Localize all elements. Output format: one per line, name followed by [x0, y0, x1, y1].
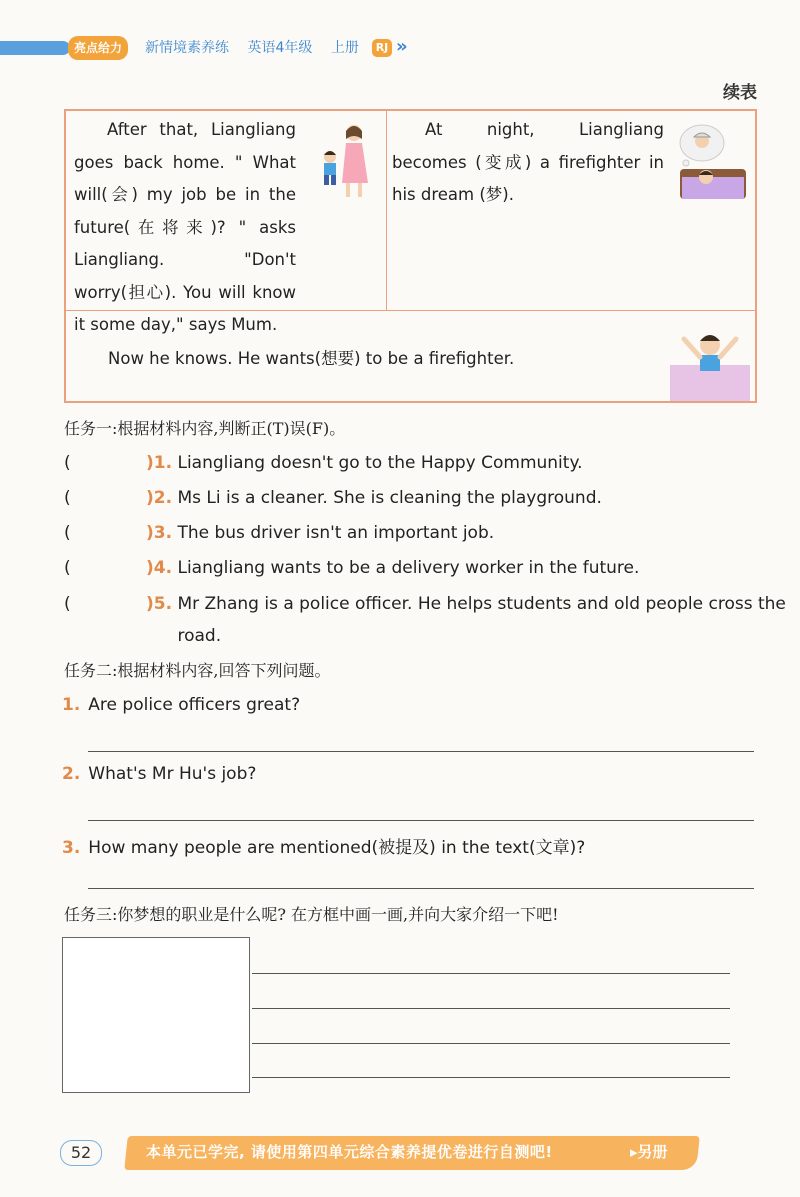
question-number: )4. — [146, 558, 173, 578]
brand-logo: 亮点给力 — [68, 36, 128, 60]
question-text: Ms Li is a cleaner. She is cleaning the playground. — [177, 488, 602, 508]
short-answer-question-3 — [62, 833, 585, 858]
mom-and-boy-illustration — [316, 121, 376, 201]
short-answer-question-1 — [62, 695, 300, 715]
question-number: 2. — [62, 764, 81, 784]
story-panel-3-text: Now he knows. He wants(想要) to be a firefighter. — [108, 349, 515, 368]
footer-banner-text: 本单元已学完, 请使用第四单元综合素养提优卷进行自测吧! — [146, 1143, 553, 1161]
question-number: )3. — [146, 523, 173, 543]
waking-boy-illustration — [670, 325, 750, 401]
page-number: 52 — [60, 1140, 102, 1166]
writing-line-3[interactable] — [252, 1043, 730, 1044]
task2-title: 任务二:根据材料内容,回答下列问题。 — [64, 661, 331, 680]
table-divider-vertical — [386, 111, 387, 310]
question-number: 1. — [62, 695, 81, 715]
header-series-info — [145, 38, 373, 58]
question-number: )2. — [146, 488, 173, 508]
question-text: What's Mr Hu's job? — [88, 764, 257, 784]
tf-question-5 — [64, 588, 787, 652]
story-table — [64, 109, 757, 403]
series-name: 新情境素养练 — [145, 40, 229, 56]
question-number: )1. — [146, 453, 173, 473]
edition-badge: RJ — [372, 39, 392, 57]
question-text: How many people are mentioned(被提及) in the text(文章)? — [88, 838, 586, 858]
question-number: 3. — [62, 838, 81, 858]
story-panel-1-text: After that, Liangliang goes back home. " What will(会) my job be in the future(在将来)? " asks Liangliang. "Don't worry(担心). You will know it some day," says Mum. — [74, 120, 296, 334]
question-text: Mr Zhang is a police officer. He helps students and old people cross the road. — [177, 594, 786, 646]
answer-line-1[interactable] — [88, 751, 754, 752]
question-text: Liangliang doesn't go to the Happy Community. — [177, 453, 583, 473]
tf-question-4 — [64, 552, 639, 584]
subject-grade: 英语4年级 — [247, 40, 313, 56]
question-number: )5. — [146, 594, 173, 614]
answer-blank[interactable]: ( — [64, 488, 71, 508]
question-text: The bus driver isn't an important job. — [177, 523, 495, 543]
continued-label: 续表 — [723, 83, 757, 103]
short-answer-question-2 — [62, 764, 256, 784]
header-accent-bar — [0, 41, 70, 55]
volume-label: 上册 — [330, 40, 359, 56]
drawing-box[interactable] — [62, 937, 250, 1093]
tf-question-3 — [64, 517, 494, 549]
answer-line-3[interactable] — [88, 888, 754, 889]
double-chevron-icon: » — [396, 36, 408, 57]
story-panel-2-text: At night, Liangliang becomes (变成) a firefighter in his dream (梦). — [392, 120, 664, 204]
writing-line-2[interactable] — [252, 1008, 730, 1009]
answer-blank[interactable]: ( — [64, 523, 71, 543]
question-text: Are police officers great? — [88, 695, 301, 715]
answer-blank[interactable]: ( — [64, 453, 71, 473]
tf-question-2 — [64, 482, 602, 514]
writing-line-4[interactable] — [252, 1077, 730, 1078]
task1-title: 任务一:根据材料内容,判断正(T)误(F)。 — [64, 419, 346, 438]
tf-question-1 — [64, 447, 583, 479]
answer-blank[interactable]: ( — [64, 558, 71, 578]
writing-line-1[interactable] — [252, 973, 730, 974]
footer-banner-link: ▸另册 — [630, 1143, 668, 1161]
task3-title: 任务三:你梦想的职业是什么呢? 在方框中画一画,并向大家介绍一下吧! — [64, 905, 559, 924]
question-text: Liangliang wants to be a delivery worker in the future. — [177, 558, 640, 578]
answer-blank[interactable]: ( — [64, 594, 71, 614]
dreaming-boy-illustration — [672, 121, 752, 203]
answer-line-2[interactable] — [88, 820, 754, 821]
